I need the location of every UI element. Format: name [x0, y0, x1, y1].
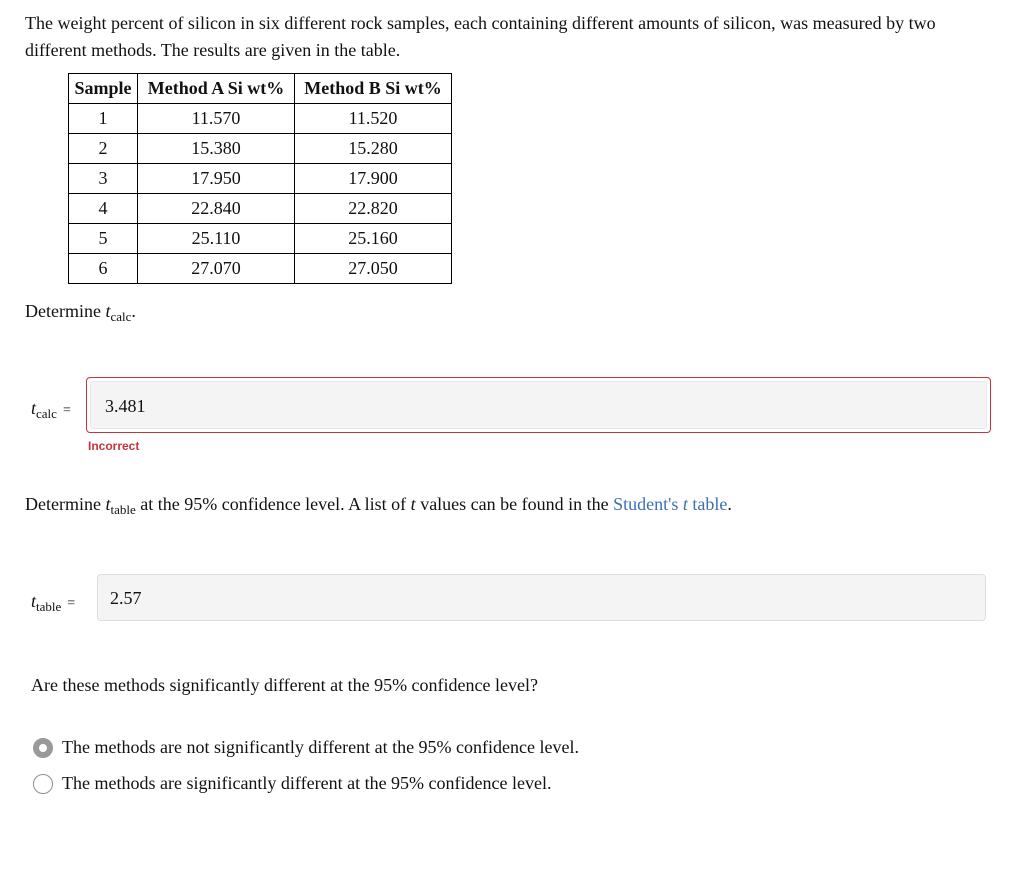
link-t-variable[interactable]: t	[682, 494, 688, 514]
equals-sign: =	[67, 596, 76, 611]
table-header-row	[69, 74, 452, 104]
subscript: table	[110, 502, 136, 517]
incorrect-feedback: Incorrect	[88, 439, 140, 453]
students-t-table-link[interactable]	[613, 494, 727, 514]
table-cell: 1	[69, 104, 138, 134]
prompt-text: Determine	[25, 494, 106, 514]
prompt-text: values can be found in the	[415, 494, 614, 514]
tcalc-answer-field[interactable]	[86, 377, 991, 433]
question-intro: The weight percent of silicon in six different rock samples, each containing different amounts of silicon, was measured by two different methods. The results are given in the table.	[25, 13, 936, 60]
tcalc-answer-value[interactable]: 3.481	[90, 381, 987, 429]
column-header: Sample	[69, 74, 138, 104]
table-row	[69, 134, 452, 164]
table-cell: 17.950	[138, 164, 295, 194]
column-header: Method A Si wt%	[138, 74, 295, 104]
table-cell: 25.160	[295, 224, 452, 254]
significance-prompt: Are these methods significantly different at the 95% confidence level?	[31, 675, 538, 695]
column-header: Method B Si wt%	[295, 74, 452, 104]
link-text[interactable]: Student's	[613, 494, 683, 514]
table-row	[69, 164, 452, 194]
table-cell: 25.110	[138, 224, 295, 254]
ttable-prompt	[25, 494, 732, 515]
table-cell: 17.900	[295, 164, 452, 194]
ttable-answer-field[interactable]: 2.57	[97, 574, 986, 621]
t-variable: t	[410, 494, 416, 514]
radio-selected-icon[interactable]	[33, 738, 53, 758]
table-cell: 27.070	[138, 254, 295, 284]
table-row	[69, 224, 452, 254]
table-cell: 3	[69, 164, 138, 194]
data-table	[68, 73, 452, 284]
t-variable: t	[31, 398, 37, 418]
tcalc-label	[31, 398, 71, 419]
t-variable: t	[31, 591, 37, 611]
table-row	[69, 104, 452, 134]
table-cell: 15.280	[295, 134, 452, 164]
ttable-label	[31, 591, 75, 612]
table-cell: 11.570	[138, 104, 295, 134]
table-row	[69, 194, 452, 224]
table-cell: 22.840	[138, 194, 295, 224]
option-label[interactable]: The methods are not significantly different at the 95% confidence level.	[62, 737, 579, 757]
t-variable: t	[105, 301, 111, 321]
option-not-significant[interactable]	[33, 737, 579, 758]
tcalc-prompt	[25, 301, 136, 322]
table-cell: 6	[69, 254, 138, 284]
table-cell: 15.380	[138, 134, 295, 164]
prompt-text: Determine	[25, 301, 106, 321]
table-cell: 22.820	[295, 194, 452, 224]
radio-unselected-icon[interactable]	[33, 774, 53, 794]
option-significant[interactable]	[33, 773, 551, 794]
equals-sign: =	[62, 403, 71, 418]
prompt-text: .	[727, 494, 732, 514]
subscript: calc	[110, 309, 132, 324]
t-variable: t	[105, 494, 111, 514]
option-label[interactable]: The methods are significantly different at the 95% confidence level.	[62, 773, 552, 793]
table-cell: 11.520	[295, 104, 452, 134]
subscript: table	[36, 599, 62, 614]
prompt-text: .	[131, 301, 136, 321]
table-cell: 27.050	[295, 254, 452, 284]
subscript: calc	[36, 406, 57, 421]
link-text[interactable]: table	[687, 494, 728, 514]
table-cell: 5	[69, 224, 138, 254]
table-row	[69, 254, 452, 284]
prompt-text: at the 95% confidence level. A list of	[135, 494, 411, 514]
table-cell: 4	[69, 194, 138, 224]
table-cell: 2	[69, 134, 138, 164]
